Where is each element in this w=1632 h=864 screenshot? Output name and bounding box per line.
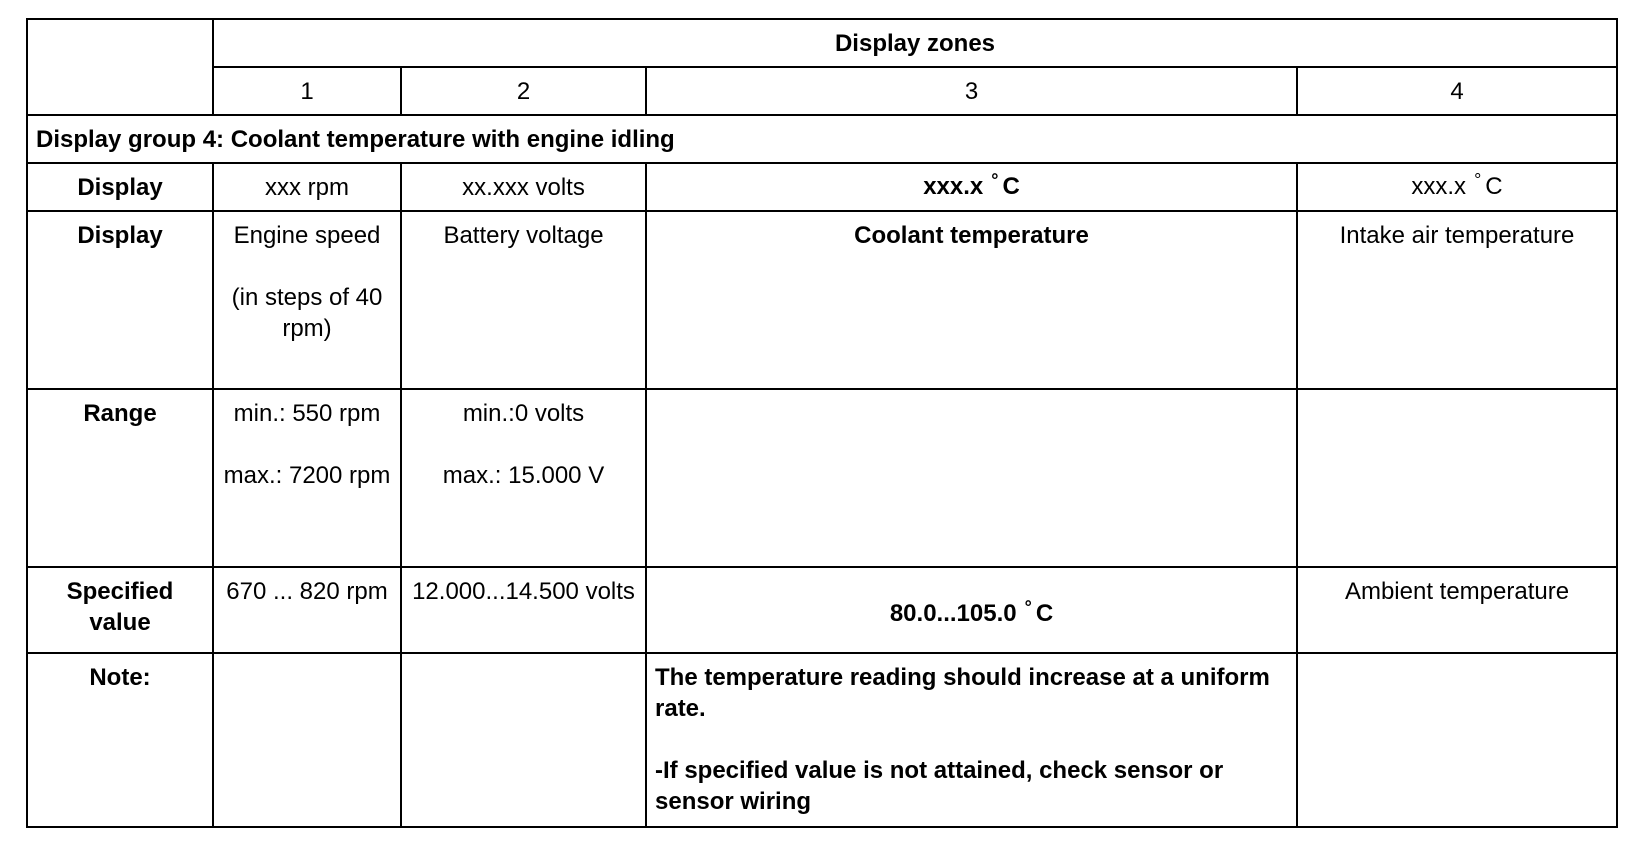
row-label-display: Display — [27, 163, 213, 211]
display-zone-4-unit: C — [1485, 172, 1503, 200]
coolant-temperature-table — [26, 18, 1618, 828]
zone-number-1: 1 — [213, 67, 401, 115]
note-zone-3 — [646, 653, 1297, 827]
display-zone-1: xxx rpm — [213, 163, 401, 211]
zone-number-4: 4 — [1297, 67, 1617, 115]
row-label-note: Note: — [27, 653, 213, 827]
range-zone-1-max: max.: 7200 rpm — [223, 462, 391, 489]
specified-zone-3-unit: C — [1035, 599, 1054, 627]
display-zone-3 — [646, 163, 1297, 211]
range-zone-3 — [646, 389, 1297, 567]
display-zone-3-value: xxx.x — [923, 172, 984, 200]
group-title: Display group 4: Coolant temperature with engine idling — [27, 115, 1617, 163]
range-zone-1-min: min.: 550 rpm — [233, 400, 381, 427]
corner-cell — [27, 19, 213, 115]
range-zone-2 — [401, 389, 646, 567]
description-zone-3: Coolant temperature — [646, 211, 1297, 389]
note-row — [27, 653, 1617, 827]
header-row-zones — [27, 19, 1617, 67]
range-zone-1 — [213, 389, 401, 567]
specified-zone-2: 12.000...14.500 volts — [401, 567, 646, 653]
degree-symbol: ° — [1474, 169, 1482, 190]
note-zone-4 — [1297, 653, 1617, 827]
group-title-row — [27, 115, 1617, 163]
display-zone-2: xx.xxx volts — [401, 163, 646, 211]
display-zone-4 — [1297, 163, 1617, 211]
specified-zone-4: Ambient temperature — [1297, 567, 1617, 653]
display-format-row — [27, 163, 1617, 211]
row-label-specified-value: Specified value — [27, 567, 213, 653]
engine-speed-text: Engine speed — [233, 222, 381, 249]
row-label-range: Range — [27, 389, 213, 567]
note-check-sensor-text: -If specified value is not attained, check sensor or sensor wiring — [655, 757, 1224, 815]
range-zone-2-max: max.: 15.000 V — [442, 462, 605, 489]
specified-zone-3 — [646, 567, 1297, 653]
range-zone-2-min: min.:0 volts — [462, 400, 585, 427]
specified-zone-3-value: 80.0...105.0 — [889, 599, 1017, 627]
description-zone-4: Intake air temperature — [1297, 211, 1617, 389]
description-zone-1 — [213, 211, 401, 389]
note-uniform-rate-text: The temperature reading should increase at a uniform rate. — [655, 664, 1270, 722]
display-zone-3-unit: C — [1002, 172, 1020, 200]
degree-symbol: ° — [1024, 596, 1032, 617]
description-zone-2: Battery voltage — [401, 211, 646, 389]
display-zones-heading: Display zones — [213, 19, 1617, 67]
row-label-display-description: Display — [27, 211, 213, 389]
specified-zone-1: 670 ... 820 rpm — [213, 567, 401, 653]
zone-number-3: 3 — [646, 67, 1297, 115]
engine-speed-steps-text: (in steps of 40 rpm) — [231, 284, 383, 342]
range-row — [27, 389, 1617, 567]
specified-value-row — [27, 567, 1617, 653]
note-zone-1 — [213, 653, 401, 827]
note-zone-2 — [401, 653, 646, 827]
display-description-row — [27, 211, 1617, 389]
header-row-zone-numbers — [27, 67, 1617, 115]
display-zone-4-value: xxx.x — [1411, 172, 1467, 200]
zone-number-2: 2 — [401, 67, 646, 115]
degree-symbol: ° — [991, 169, 999, 190]
range-zone-4 — [1297, 389, 1617, 567]
